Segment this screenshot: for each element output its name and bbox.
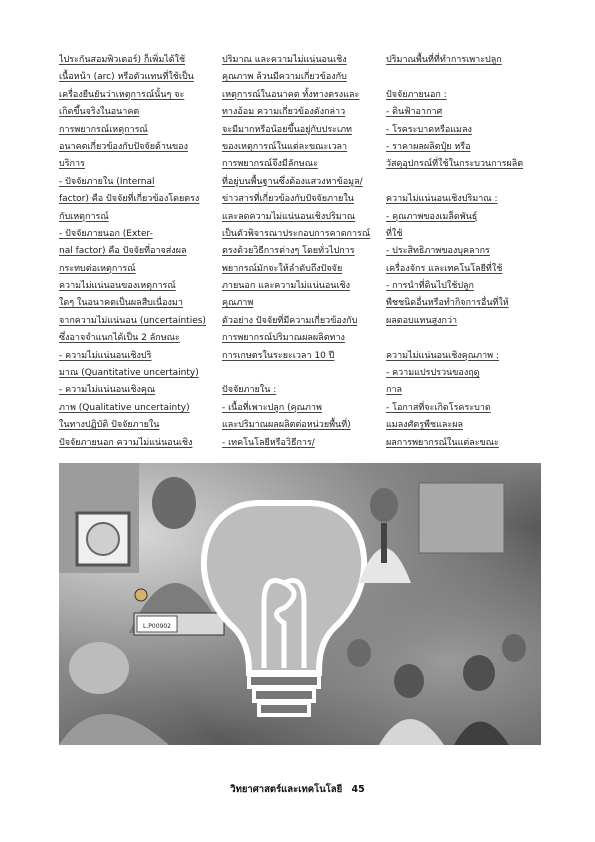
text-line: - ประสิทธิภาพของบุคลากร [386,246,490,257]
text-line [386,174,541,191]
text-line: ภาพ (Qualitative uncertainty) [59,402,190,413]
text-line: เกิดขึ้นจริงในอนาคต [59,107,140,118]
text-line: คุณภาพ [222,298,254,309]
text-line: ปัจจัยภายนอก ความไม่แน่นอนเชิง [59,437,193,448]
text-line: - ปัจจัยภายใน (Internal [59,176,155,187]
text-line: การพยากรณ์ปริมาณผลผลิตทาง [222,333,345,344]
text-line: และลดความไม่แน่นอนเชิงปริมาณ [222,211,356,222]
text-line: - ราคาผลผลิตปุ๋ย หรือ [386,141,471,152]
text-line: การเกษตรในระยะเวลา 10 ปี [222,350,335,361]
text-line: กับเหตุการณ์ [59,211,109,222]
text-line: - เทคโนโลยีหรือวิธีการ/ [222,437,315,448]
text-line: ข่าวสารที่เกี่ยวข้องกับปัจจัยภายใน [222,194,354,205]
text-line: ปัจจัยภายใน : [222,385,277,396]
text-line: - ดินฟ้าอากาศ [386,107,443,118]
text-line: เครื่องจักร และเทคโนโลยีที่ใช้ [386,263,503,274]
text-line: กระทบต่อเหตุการณ์ [59,263,136,274]
text-line: วัสดุอุปกรณ์ที่ใช้ในกระบวนการผลิต [386,159,524,170]
text-line: - ความไม่แน่นอนเชิงปริ [59,350,152,361]
text-line: แมลงศัตรูพืชและผล [386,420,464,431]
text-line: มาณ (Quantitative uncertainty) [59,368,199,379]
text-line: ทางอ้อม ความเกี่ยวข้องดังกล่าว [222,107,346,118]
text-line: - ความไม่แน่นอนเชิงคุณ [59,385,156,396]
text-line: ในทางปฏิบัติ ปัจจัยภายใน [59,420,160,431]
text-line: คุณภาพ ล้วนมีความเกี่ยวข้องกับ [222,72,347,83]
text-column-left [59,52,216,452]
text-line: การพยากรณ์เหตุการณ์ [59,124,148,135]
text-line: ผลตอบแทนสูงกว่า [386,315,458,326]
text-line: จากความไม่แน่นอน (uncertainties) [59,315,206,326]
text-line: factor) คือ ปัจจัยที่เกี่ยวข้องโดยตรง [59,194,200,205]
magazine-title: วิทยาศาสตร์และเทคโนโลยี [230,784,343,795]
text-line: กาล [386,385,403,396]
text-line [222,365,372,382]
text-column-middle [222,52,372,452]
equipment-dial [87,523,119,555]
text-line: ภายนอก และความไม่แน่นอนเชิง [222,281,351,292]
text-line: จะมีมากหรือน้อยขึ้นอยู่กับประเภท [222,124,352,135]
text-line: ผลการพยากรณ์ในแต่ละขณะ [386,437,499,448]
text-line: ตัวอย่าง ปัจจัยที่มีความเกี่ยวข้องกับ [222,315,358,326]
text-line: เป็นตัวพิจารณาประกอบการคาดการณ์ [222,228,371,239]
text-line: การพยากรณ์จึงมีลักษณะ [222,159,318,170]
text-line: - คุณภาพของเมล็ดพันธุ์ [386,211,478,222]
audience-group [347,634,526,745]
text-line: เหตุการณ์ในอนาคต ทั้งทางตรงและ [222,89,360,100]
text-line: ปริมาณพื้นที่ที่ทำการเพาะปลูก [386,55,502,65]
text-line: บริการ [59,159,85,170]
text-line: พยากรณ์มักจะให้ลำดับถึงปัจจัย [222,263,343,274]
photo-collage [59,463,541,745]
page-footer [0,782,595,797]
text-line: และปริมาณผลผลิตต่อหน่วยพื้นที่) [222,420,351,431]
text-line: - ปัจจัยภายนอก (Exter- [59,228,153,239]
bottom-left-figure [59,642,169,745]
text-line: อนาคตเกี่ยวข้องกับปัจจัยด้านของ [59,141,188,152]
text-line: ปัจจัยภายนอก : [386,89,447,100]
text-line [386,330,541,347]
text-line: ใดๆ ในอนาคตเป็นผลสืบเนื่องมา [59,298,183,309]
speaker-right-figure [359,483,504,583]
text-line: ซึ่งอาจจำแนกได้เป็น 2 ลักษณะ [59,333,180,344]
text-line: พืชชนิดอื่นหรือทำกิจการอื่นที่ให้ [386,298,509,309]
text-line: ความไม่แน่นอนของเหตุการณ์ [59,281,176,292]
text-line: ตรงด้วยวิธีการต่างๆ โดยทั่วไปการ [222,246,355,257]
text-column-right [386,52,541,452]
text-line: ที่ใช้ [386,228,403,239]
text-line: เนื้อหน้า (arc) หรือตัวแทนที่ใช้เป็น [59,72,194,83]
text-line: ของเหตุการณ์ในแต่ละขณะเวลา [222,141,348,152]
text-line: ที่อยู่บนพื้นฐานซึ่งต้องแสวงหาข้อมูล/ [222,176,363,187]
text-line [386,69,541,86]
text-line: ไประกันสอมพิวเตอร์) ก็เพิ่มได้ใช้ [59,55,186,65]
text-line: - โรคระบาดหรือแมลง [386,124,472,135]
nameplate-label: L.P00902 [143,623,171,630]
text-line: - การนำที่ดินไปใช้ปลูก [386,281,475,292]
text-line: - โอกาสที่จะเกิดโรคระบาด [386,402,491,413]
text-line: ความไม่แน่นอนเชิงคุณภาพ : [386,350,499,361]
text-line: - เนื้อที่เพาะปลูก (คุณภาพ [222,402,322,413]
light-bulb-icon [204,503,364,715]
text-line: เครื่องยืนยันว่าเหตุการณ์นั้นๆ จะ [59,89,185,100]
collage-illustration [59,463,541,745]
text-line: nal factor) คือ ปัจจัยที่อาจส่งผล [59,246,187,257]
text-line: ความไม่แน่นอนเชิงปริมาณ : [386,194,498,205]
text-line: ปริมาณ และความไม่แน่นอนเชิง [222,55,347,65]
page-number: 45 [351,784,365,795]
text-line: - ความแปรปรวนของฤดู [386,368,480,379]
